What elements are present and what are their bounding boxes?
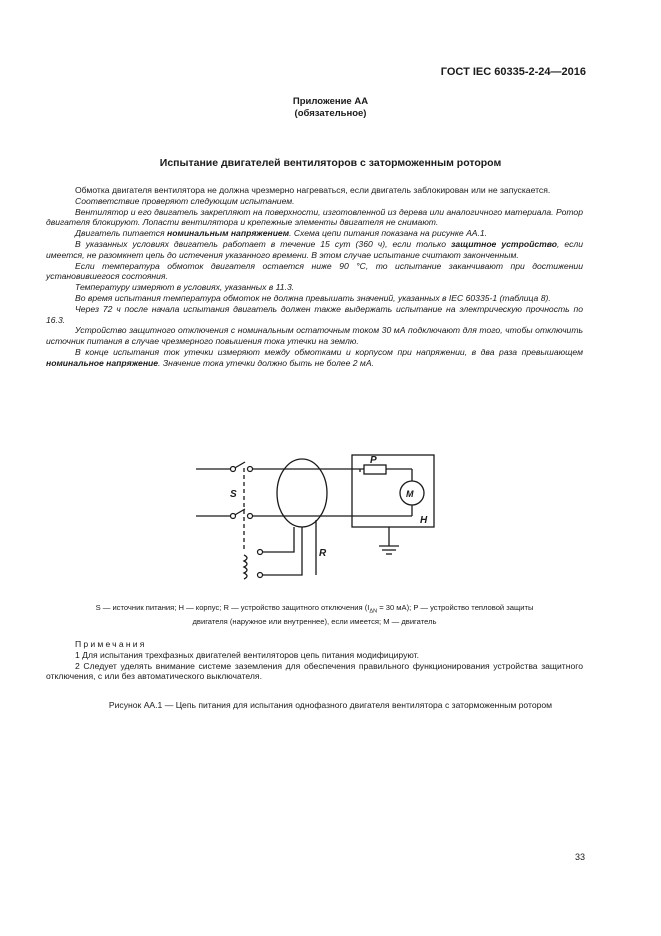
label-p: P bbox=[370, 455, 377, 466]
label-r: R bbox=[319, 548, 327, 559]
notes-heading: Примечания bbox=[75, 639, 147, 649]
text-run: . Схема цепи питания показана на рисунке АА.1. bbox=[289, 228, 488, 239]
appendix-status: (обязательное) bbox=[294, 108, 367, 119]
term: номинальное напряжение bbox=[46, 357, 159, 368]
paragraph: Если температура обмоток двигателя остается ниже 90 °C, то испытание заканчивают при достижении установившегося состояния. bbox=[46, 260, 583, 282]
label-h: H bbox=[420, 515, 428, 526]
paragraph: Через 72 ч после начала испытания двигатель должен также выдержать испытание на электрическую прочность по 16.3. bbox=[46, 303, 583, 325]
figure-legend bbox=[46, 603, 583, 628]
paragraph: Во время испытания температура обмоток не должна превышать значений, указанных в IEC 60335-1 (таблица 8). bbox=[75, 292, 551, 303]
appendix-title: Приложение АА bbox=[292, 96, 369, 107]
legend-line bbox=[46, 603, 583, 617]
body-text bbox=[46, 185, 583, 369]
paragraph bbox=[46, 239, 583, 261]
notes bbox=[46, 639, 583, 682]
text-run: Двигатель питается bbox=[75, 228, 168, 239]
term: защитное устройство bbox=[451, 238, 557, 249]
legend-text: = 30 мА); P — устройство тепловой защиты bbox=[377, 603, 534, 612]
paragraph: Температуру измеряют в условиях, указанных в 11.3. bbox=[75, 282, 295, 293]
circuit-diagram bbox=[0, 440, 661, 600]
paragraph: Соответствие проверяют следующим испытанием. bbox=[75, 195, 295, 206]
text-run: . Значение тока утечки должно быть не более 2 мА. bbox=[158, 357, 374, 368]
paragraph bbox=[46, 228, 583, 239]
test-coil bbox=[244, 555, 247, 579]
text-run: В конце испытания ток утечки измеряют между обмотками и корпусом при напряжении, в два раза превышающем bbox=[75, 346, 583, 357]
term: номинальным напряжением bbox=[167, 228, 290, 239]
paragraph: Обмотка двигателя вентилятора не должна чрезмерно нагреваться, если двигатель заблокирован или не запускается. bbox=[75, 185, 551, 195]
label-m: M bbox=[406, 489, 414, 499]
text-run: В указанных условиях двигатель работает в течение 15 сут (360 ч), если только bbox=[75, 238, 452, 249]
paragraph: Вентилятор и его двигатель закрепляют на поверхности, изготовленной из дерева или аналогичного материала. Ротор двигателя блокируют. Лопасти вентилятора и крепежные элементы двигателя не снимают. bbox=[46, 206, 583, 228]
legend-text: S — источник питания; H — корпус; R — устройство защитного отключения (I bbox=[95, 603, 370, 612]
page-number: 33 bbox=[574, 852, 585, 862]
legend-subscript: ΔN bbox=[369, 608, 378, 615]
note-item: 1 Для испытания трехфазных двигателей вентиляторов цепь питания модифицируют. bbox=[75, 649, 420, 660]
text-run: , если имеется, не разомкнет цепь до истечения указанного времени. В этом случае испытание считают законченным. bbox=[46, 238, 583, 260]
legend-line: двигателя (наружное или внутреннее), если имеется; M — двигатель bbox=[192, 617, 437, 627]
section-title: Испытание двигателей вентиляторов с заторможенным ротором bbox=[159, 157, 502, 169]
note-item: 2 Следует уделять внимание системе заземления для обеспечения правильного функционирования устройства защитного отключения, с или без автоматического выключателя. bbox=[46, 660, 583, 682]
figure-caption: Рисунок АА.1 — Цепь питания для испытания однофазного двигателя вентилятора с заторможенным ротором bbox=[108, 700, 553, 710]
thermal-protector-p bbox=[364, 465, 386, 474]
paragraph bbox=[46, 347, 583, 369]
label-s: S bbox=[230, 489, 237, 500]
standard-header: ГОСТ IEC 60335-2-24—2016 bbox=[440, 66, 586, 78]
paragraph: Устройство защитного отключения с номинальным остаточным током 30 мА подключают для того, чтобы отключить источник питания в случае чрезмерного повышения тока утечки на землю. bbox=[46, 325, 583, 347]
